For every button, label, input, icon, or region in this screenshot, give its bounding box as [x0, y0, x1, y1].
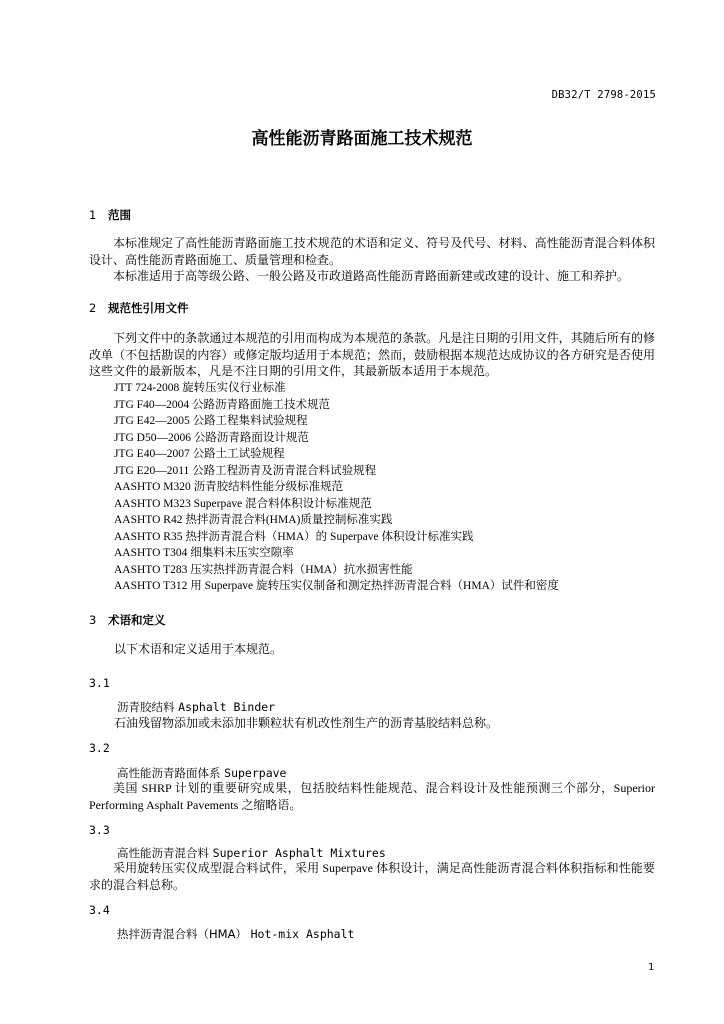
- term-heading: [117, 845, 386, 861]
- page-number: 1: [647, 962, 654, 973]
- term-english: Superpave: [224, 766, 287, 780]
- term-definition: 石油残留物添加或未添加非颗粒状有机改性剂生产的沥青基胶结料总称。: [114, 716, 499, 730]
- term-chinese: 高性能沥青混合料: [117, 846, 209, 860]
- reference-item: JTT 724-2008 旋转压实仪行业标准: [114, 382, 286, 394]
- reference-item: AASHTO R42 热拌沥青混合料(HMA)质量控制标准实践: [114, 514, 393, 526]
- term-chinese: 高性能沥青路面体系: [117, 766, 221, 780]
- term-definition: [89, 860, 655, 893]
- reference-item: AASHTO T283 压实热拌沥青混合料（HMA）抗水损害性能: [114, 563, 413, 576]
- term-english: Asphalt Binder: [178, 700, 276, 714]
- paragraph-text: 下列文件中的条款通过本规范的引用而构成为本规范的条款。凡是注日期的引用文件，其随后所有的修改单（不包括勘误的内容）或修定版均适用于本规范；然而，鼓励根据本规范达成协议的各方研究是否使用这些文件的最新版本，凡是不注日期的引用文件，其最新版本适用于本规范。: [89, 331, 655, 378]
- reference-item: JTG F40—2004 公路沥青路面施工技术规范: [114, 398, 330, 411]
- reference-item: JTG E40—2007 公路土工试验规程: [114, 448, 285, 460]
- section-3-heading: [89, 612, 166, 628]
- section-3-intro: 以下术语和定义适用于本规范。: [114, 642, 283, 656]
- section-title: 术语和定义: [108, 613, 166, 627]
- reference-item: AASHTO T312 用 Superpave 旋转压实仪制备和测定热拌沥青混合料（HMA）试件和密度: [114, 580, 559, 592]
- section-1-heading: [89, 207, 131, 223]
- section-1-paragraph: [89, 235, 655, 285]
- term-heading: [117, 926, 354, 942]
- reference-item: AASHTO M320 沥青胶结料性能分级标准规范: [114, 481, 344, 493]
- reference-item: AASHTO T304 细集料未压实空隙率: [114, 547, 294, 559]
- term-english: Superior Asphalt Mixtures: [212, 846, 386, 860]
- reference-item: JTG E20—2011 公路工程沥青及沥青混合料试验规程: [114, 464, 377, 477]
- standard-number: DB32/T 2798-2015: [551, 89, 656, 101]
- section-2-heading: [89, 300, 189, 316]
- section-number: 3: [89, 613, 97, 627]
- term-heading: [117, 699, 275, 715]
- reference-item: AASHTO R35 热拌沥青混合料（HMA）的 Superpave 体积设计标准实践: [114, 530, 474, 543]
- reference-item: AASHTO M323 Superpave 混合料体积设计标准规范: [114, 497, 372, 510]
- clause-number: 3.4: [89, 903, 110, 917]
- term-definition: [89, 780, 655, 813]
- clause-number: 3.3: [89, 823, 110, 837]
- clause-number: 3.1: [89, 676, 110, 690]
- reference-item: JTG D50—2006 公路沥青路面设计规范: [114, 431, 309, 444]
- section-number: 1: [89, 208, 97, 222]
- reference-item: JTG E42—2005 公路工程集料试验规程: [114, 415, 308, 427]
- document-title: 高性能沥青路面施工技术规范: [251, 129, 473, 149]
- section-title: 范围: [108, 208, 131, 222]
- section-number: 2: [89, 301, 97, 315]
- term-chinese: 热拌沥青混合料（HMA）: [117, 927, 247, 941]
- section-2-paragraph: [89, 330, 655, 380]
- paragraph-text: 本标准适用于高等级公路、一般公路及市政道路高性能沥青路面新建或改建的设计、施工和养护。: [113, 269, 630, 283]
- paragraph-text: 美国 SHRP 计划的重要研究成果，包括胶结料性能规范、混合料设计及性能预测三个部分，Superior Performing Asphalt Pavements 之缩略语。: [89, 781, 655, 812]
- paragraph-text: 本标准规定了高性能沥青路面施工技术规范的术语和定义、符号及代号、材料、高性能沥青混合料体积设计、高性能沥青路面施工、质量管理和检查。: [89, 236, 655, 267]
- normative-references-list: [114, 380, 559, 595]
- term-chinese: 沥青胶结料: [117, 700, 175, 714]
- term-heading: [117, 765, 286, 781]
- clause-number: 3.2: [89, 741, 110, 755]
- paragraph-text: 采用旋转压实仪成型混合料试件，采用 Superpave 体积设计，满足高性能沥青混合料体积指标和性能要求的混合料总称。: [89, 861, 655, 892]
- term-english: Hot-mix Asphalt: [250, 927, 355, 941]
- section-title: 规范性引用文件: [108, 301, 189, 315]
